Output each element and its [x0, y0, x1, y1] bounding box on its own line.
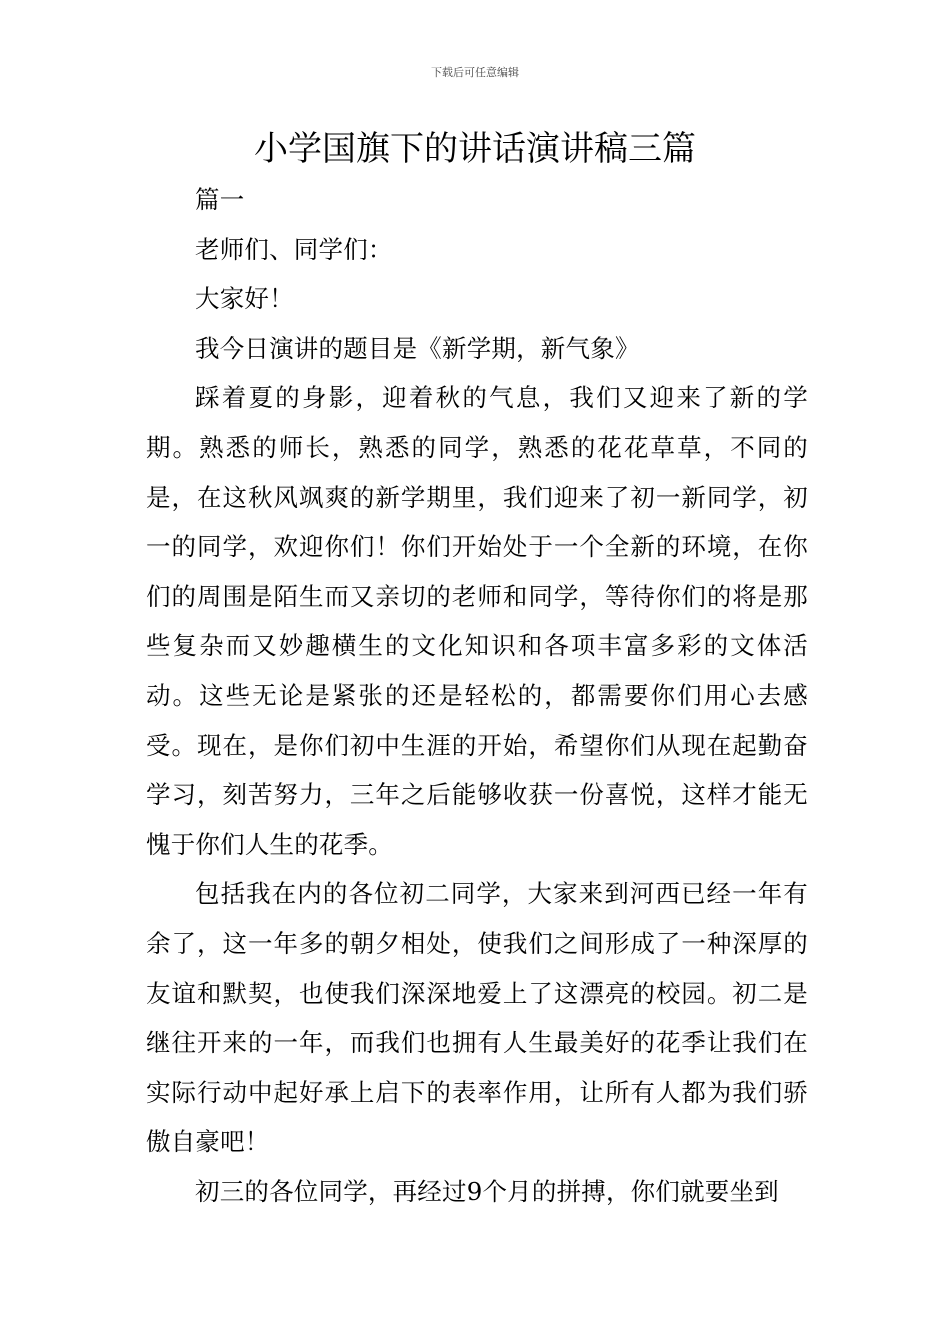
paragraph-section-label: 篇一 — [195, 185, 245, 214]
paragraph-second-grade: 包括我在内的各位初二同学，大家来到河西已经一年有余了，这一年多的朝夕相处，使我们之间形成了一种深厚的友谊和默契，也使我们深深地爱上了这漂亮的校园。初二是继往开来的一年，而我们也拥有人生最美好的花季让我们在实际行动中起好承上启下的表率作用，让所有人都为我们骄傲自豪吧！ — [146, 879, 808, 1157]
paragraph-first-grade: 踩着夏的身影，迎着秋的气息，我们又迎来了新的学期。熟悉的师长，熟悉的同学，熟悉的花花草草，不同的是，在这秋风飒爽的新学期里，我们迎来了初一新同学，初一的同学，欢迎你们！你们开始处于一个全新的环境，在你们的周围是陌生而又亲切的老师和同学，等待你们的将是那些复杂而又妙趣横生的文化知识和各项丰富多彩的文体活动。这些无论是紧张的还是轻松的，都需要你们用心去感受。现在，是你们初中生涯的开始，希望你们从现在起勤奋学习，刻苦努力，三年之后能够收获一份喜悦，这样才能无愧于你们人生的花季。 — [146, 383, 808, 859]
paragraph-topic: 我今日演讲的题目是《新学期，新气象》 — [195, 333, 640, 363]
paragraph-greeting: 大家好！ — [195, 284, 294, 314]
paragraph-salutation: 老师们、同学们： — [195, 234, 393, 264]
document-title: 小学国旗下的讲话演讲稿三篇 — [254, 129, 696, 169]
document-body — [146, 175, 808, 1216]
paragraph-third-grade: 初三的各位同学，再经过9个月的拼搏，你们就要坐到 — [195, 1176, 779, 1206]
header-note: 下载后可任意编辑 — [431, 66, 519, 79]
